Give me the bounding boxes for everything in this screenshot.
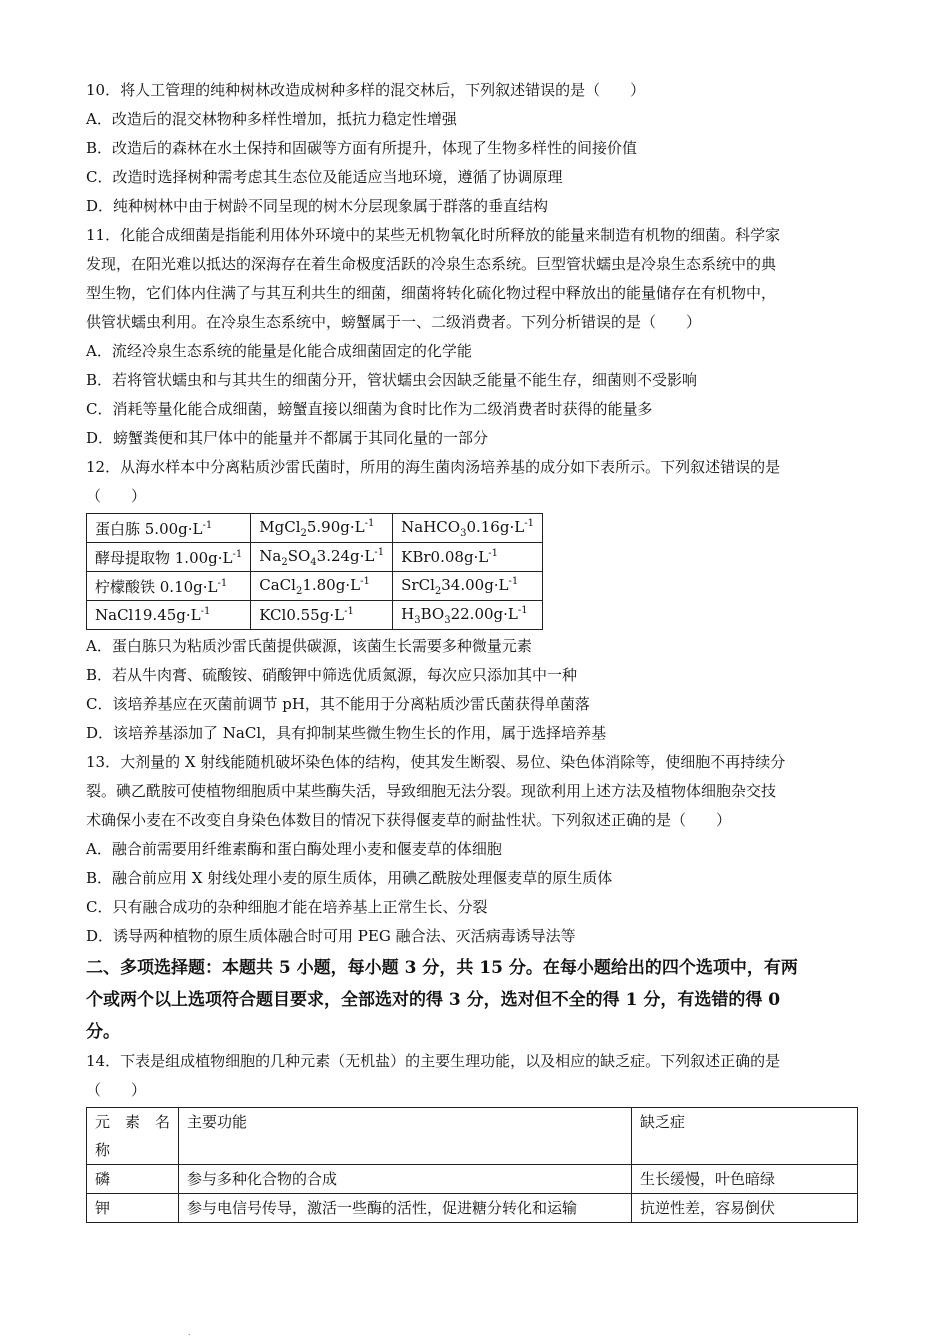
q11-option-c: C．消耗等量化能合成细菌，螃蟹直接以细菌为食时比作为二级消费者时获得的能量多 (86, 400, 653, 418)
exam-page (86, 76, 866, 1223)
q11-stem-line-3: 型生物，它们体内住满了与其互利共生的细菌，细菌将转化硫化物过程中释放出的能量储存在有机物中， (86, 284, 777, 302)
q10-option-c: C．改造时选择树种需考虑其生态位及能适应当地环境，遵循了协调原理 (86, 168, 563, 186)
table-cell: 抗逆性差，容易倒伏 (632, 1194, 858, 1223)
table-cell: 钾 (87, 1194, 179, 1223)
section-2-heading-line-2: 个或两个以上选项符合题目要求，全部选对的得 3 分，选对但不全的得 1 分，有选错的得 0 (86, 990, 781, 1010)
q11-option-d: D．螃蟹粪便和其尸体中的能量并不都属于其同化量的一部分 (86, 429, 489, 447)
table-cell: 磷 (87, 1165, 179, 1194)
table-cell: $KCl0.55g\cdot L^{-1}$ (251, 601, 393, 630)
q13-option-a: A．融合前需要用纤维素酶和蛋白酶处理小麦和偃麦草的体细胞 (86, 840, 502, 858)
q12-stem-line-2: （ ） (86, 487, 147, 505)
table-cell: 生长缓慢，叶色暗绿 (632, 1165, 858, 1194)
table-cell: $SrCl_234.00g\cdot L^{-1}$ (393, 572, 543, 601)
q10-option-d: D．纯种树林中由于树龄不同呈现的树木分层现象属于群落的垂直结构 (86, 197, 549, 215)
table-row (87, 601, 543, 630)
q12-option-b: B．若从牛肉膏、硫酸铵、硝酸钾中筛选优质氮源，每次应只添加其中一种 (86, 666, 578, 684)
table-cell: 蛋白胨 $5.00g\cdot L^{-1}$ (87, 514, 251, 543)
table-row (87, 1194, 858, 1223)
q12-medium-table (86, 513, 543, 630)
q13-stem-line-2: 裂。碘乙酰胺可使植物细胞质中某些酶失活，导致细胞无法分裂。现欲利用上述方法及植物体细胞杂交技 (86, 782, 777, 800)
table-cell: 参与电信号传导，激活一些酶的活性，促进糖分转化和运输 (179, 1194, 632, 1223)
q10-option-b: B．改造后的森林在水土保持和固碳等方面有所提升，体现了生物多样性的间接价值 (86, 139, 638, 157)
q14-stem-line-2: （ ） (86, 1081, 147, 1099)
q12-option-d: D．该培养基添加了 NaCl，具有抑制某些微生物生长的作用，属于选择培养基 (86, 724, 607, 742)
table-cell: $Na_2SO_43.24g\cdot L^{-1}$ (251, 543, 393, 572)
header-main-function: 主要功能 (179, 1108, 632, 1165)
table-cell: 参与多种化合物的合成 (179, 1165, 632, 1194)
table-cell: 酵母提取物 $1.00g\cdot L^{-1}$ (87, 543, 251, 572)
q12-option-a: A．蛋白胨只为粘质沙雷氏菌提供碳源，该菌生长需要多种微量元素 (86, 637, 532, 655)
q10-option-a: A．改造后的混交林物种多样性增加，抵抗力稳定性增强 (86, 110, 457, 128)
table-cell: $CaCl_21.80g\cdot L^{-1}$ (251, 572, 393, 601)
q14-element-table (86, 1107, 858, 1223)
q13-stem-line-3: 术确保小麦在不改变自身染色体数目的情况下获得偃麦草的耐盐性状。下列叙述正确的是（ ） (86, 811, 732, 829)
footer-mark: . (188, 1328, 191, 1337)
table-cell: 柠檬酸铁 $0.10g\cdot L^{-1}$ (87, 572, 251, 601)
q10-stem: 10．将人工管理的纯种树林改造成树种多样的混交林后，下列叙述错误的是（ ） (86, 81, 646, 99)
table-cell: $MgCl_25.90g\cdot L^{-1}$ (251, 514, 393, 543)
table-row (87, 572, 543, 601)
table-header-row (87, 1108, 858, 1165)
header-deficiency: 缺乏症 (632, 1108, 858, 1165)
q11-option-a: A．流经冷泉生态系统的能量是化能合成细菌固定的化学能 (86, 342, 472, 360)
section-2-heading-line-1: 二、多项选择题：本题共 5 小题，每小题 3 分，共 15 分。在每小题给出的四个选项中，有两 (86, 958, 798, 978)
q14-stem-line-1: 14．下表是组成植物细胞的几种元素（无机盐）的主要生理功能，以及相应的缺乏症。下列叙述正确的是 (86, 1052, 781, 1070)
table-row (87, 543, 543, 572)
table-row (87, 514, 543, 543)
q11-stem-line-4: 供管状蠕虫利用。在冷泉生态系统中，螃蟹属于一、二级消费者。下列分析错误的是（ ） (86, 313, 702, 331)
table-row (87, 1165, 858, 1194)
q13-option-d: D．诱导两种植物的原生质体融合时可用 PEG 融合法、灭活病毒诱导法等 (86, 927, 576, 945)
q12-stem-line-1: 12．从海水样本中分离粘质沙雷氏菌时，所用的海生菌肉汤培养基的成分如下表所示。下列叙述错误的是 (86, 458, 781, 476)
q13-option-c: C．只有融合成功的杂种细胞才能在培养基上正常生长、分裂 (86, 898, 488, 916)
table-cell: $H_3BO_322.00g\cdot L^{-1}$ (393, 601, 543, 630)
section-2-heading-line-3: 分。 (86, 1022, 120, 1042)
header-element-name: 元 素 名 称 (87, 1108, 179, 1165)
q11-stem-line-1: 11．化能合成细菌是指能利用体外环境中的某些无机物氧化时所释放的能量来制造有机物的细菌。科学家 (86, 226, 781, 244)
q13-option-b: B．融合前应用 X 射线处理小麦的原生质体，用碘乙酰胺处理偃麦草的原生质体 (86, 869, 613, 887)
q11-stem-line-2: 发现，在阳光难以抵达的深海存在着生命极度活跃的冷泉生态系统。巨型管状蠕虫是冷泉生态系统中的典 (86, 255, 777, 273)
q12-option-c: C．该培养基应在灭菌前调节 pH，其不能用于分离粘质沙雷氏菌获得单菌落 (86, 695, 590, 713)
table-cell: $KBr0.08g\cdot L^{-1}$ (393, 543, 543, 572)
q13-stem-line-1: 13．大剂量的 X 射线能随机破坏染色体的结构，使其发生断裂、易位、染色体消除等，使细胞不再持续分 (86, 753, 786, 771)
table-cell: $NaCl19.45g\cdot L^{-1}$ (87, 601, 251, 630)
table-cell: $NaHCO_30.16g\cdot L^{-1}$ (393, 514, 543, 543)
q11-option-b: B．若将管状蠕虫和与其共生的细菌分开，管状蠕虫会因缺乏能量不能生存，细菌则不受影响 (86, 371, 698, 389)
